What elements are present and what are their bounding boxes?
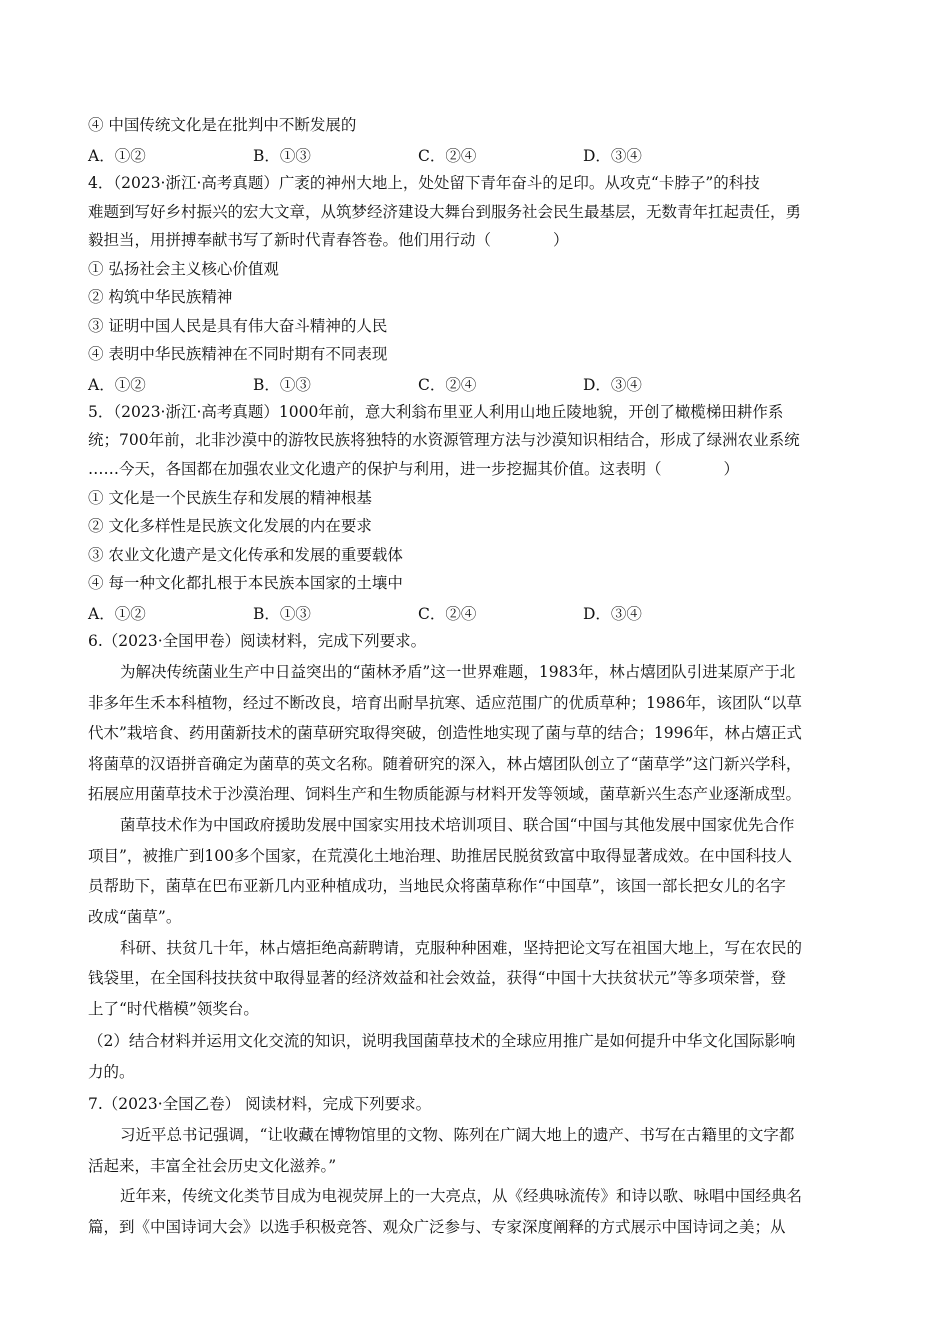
q6-para1-line: 拓展应用菌草技术于沙漠治理、饲料生产和生物质能源与材料开发等领域，菌草新兴生态产业逐渐成型。 bbox=[88, 785, 802, 803]
q7-para2-line: 篇，到《中国诗词大会》以选手积极竞答、观众广泛参与、专家深度阐释的方式展示中国诗词之美；从 bbox=[88, 1218, 786, 1236]
q6-para3-line: 钱袋里，在全国科技扶贫中取得显著的经济效益和社会效益，获得“中国十大扶贫状元”等多项荣誉，登 bbox=[88, 969, 786, 987]
q6-para1-line: 非多年生禾本科植物，经过不断改良，培育出耐旱抗寒、适应范围广的优质草种；1986年，该团队“以草 bbox=[88, 694, 802, 712]
q6-para1-line: 为解决传统菌业生产中日益突出的“菌林矛盾”这一世界难题，1983年，林占熺团队引进某原产于北 bbox=[120, 663, 796, 681]
q4-option-d[interactable]: D．③④ bbox=[583, 376, 642, 394]
q6-ask-line: 力的。 bbox=[88, 1063, 135, 1081]
q4-stem-line: 难题到写好乡村振兴的宏大文章，从筑梦经济建设大舞台到服务社会民生最基层，无数青年扛起责任，勇 bbox=[88, 203, 802, 221]
q3-option-c[interactable]: C．②④ bbox=[418, 147, 477, 165]
q4-item-4: ④ 表明中华民族精神在不同时期有不同表现 bbox=[88, 345, 388, 363]
q6-para2-line: 项目”，被推广到100多个国家，在荒漠化土地治理、助推居民脱贫致富中取得显著成效。在中国科技人 bbox=[88, 847, 793, 865]
q6-para2-line: 改成“菌草”。 bbox=[88, 908, 182, 926]
q6-para3-line: 上了“时代楷模”领奖台。 bbox=[88, 1000, 259, 1018]
q3-option-b[interactable]: B．①③ bbox=[253, 147, 311, 165]
q6-para2-line: 员帮助下，菌草在巴布亚新几内亚种植成功，当地民众将菌草称作“中国草”，该国一部长把女儿的名字 bbox=[88, 877, 786, 895]
q3-option-d[interactable]: D．③④ bbox=[583, 147, 642, 165]
q7-para2-line: 近年来，传统文化类节目成为电视荧屏上的一大亮点，从《经典咏流传》和诗以歌、咏唱中国经典名 bbox=[120, 1187, 803, 1205]
q5-option-d[interactable]: D．③④ bbox=[583, 605, 642, 623]
q4-option-c[interactable]: C．②④ bbox=[418, 376, 477, 394]
q4-option-b[interactable]: B．①③ bbox=[253, 376, 311, 394]
q7-para1-line: 活起来，丰富全社会历史文化滋养。” bbox=[88, 1157, 337, 1175]
q6-ask-line: （2）结合材料并运用文化交流的知识，说明我国菌草技术的全球应用推广是如何提升中华文化国际影响 bbox=[88, 1032, 796, 1050]
q4-stem-line: 4．（2023·浙江·高考真题）广袤的神州大地上，处处留下青年奋斗的足印。从攻克“卡脖子”的科技 bbox=[88, 174, 760, 192]
q3-options bbox=[88, 144, 863, 164]
q3-item-4: ④ 中国传统文化是在批判中不断发展的 bbox=[88, 116, 357, 134]
q5-item-2: ② 文化多样性是民族文化发展的内在要求 bbox=[88, 517, 372, 535]
q3-option-a[interactable]: A．①② bbox=[88, 147, 146, 165]
q4-options bbox=[88, 373, 863, 393]
q4-item-3: ③ 证明中国人民是具有伟大奋斗精神的人民 bbox=[88, 317, 388, 335]
q6-para1-line: 代木”栽培食、药用菌新技术的菌草研究取得突破，创造性地实现了菌与草的结合；1996年，林占熺正式 bbox=[88, 724, 802, 742]
q5-stem-line: 统；700年前，北非沙漠中的游牧民族将独特的水资源管理方法与沙漠知识相结合，形成了绿洲农业系统 bbox=[88, 431, 800, 449]
q5-item-3: ③ 农业文化遗产是文化传承和发展的重要载体 bbox=[88, 546, 403, 564]
q4-item-2: ② 构筑中华民族精神 bbox=[88, 288, 233, 306]
q4-option-a[interactable]: A．①② bbox=[88, 376, 146, 394]
q6-para2-line: 菌草技术作为中国政府援助发展中国家实用技术培训项目、联合国“中国与其他发展中国家优先合作 bbox=[120, 816, 795, 834]
q4-item-1: ① 弘扬社会主义核心价值观 bbox=[88, 260, 279, 278]
q5-option-a[interactable]: A．①② bbox=[88, 605, 146, 623]
q4-stem-line: 毅担当，用拼搏奉献书写了新时代青春答卷。他们用行动（ ） bbox=[88, 231, 569, 249]
q7-para1-line: 习近平总书记强调，“让收藏在博物馆里的文物、陈列在广阔大地上的遗产、书写在古籍里的文字都 bbox=[120, 1126, 795, 1144]
q6-heading: 6.（2023·全国甲卷）阅读材料，完成下列要求。 bbox=[88, 632, 427, 650]
q5-stem-line: 5．（2023·浙江·高考真题）1000年前，意大利翁布里亚人利用山地丘陵地貌，开创了橄榄梯田耕作系 bbox=[88, 403, 784, 421]
q5-options bbox=[88, 602, 863, 622]
q5-item-1: ① 文化是一个民族生存和发展的精神根基 bbox=[88, 489, 372, 507]
q5-stem-line: ……今天，各国都在加强农业文化遗产的保护与利用，进一步挖掘其价值。这表明（ ） bbox=[88, 460, 740, 478]
q7-heading: 7.（2023·全国乙卷） 阅读材料，完成下列要求。 bbox=[88, 1095, 432, 1113]
q6-para3-line: 科研、扶贫几十年，林占熺拒绝高薪聘请，克服种种困难，坚持把论文写在祖国大地上，写在农民的 bbox=[120, 939, 803, 957]
q6-para1-line: 将菌草的汉语拼音确定为菌草的英文名称。随着研究的深入，林占熺团队创立了“菌草学”这门新兴学科， bbox=[88, 755, 802, 773]
q5-option-c[interactable]: C．②④ bbox=[418, 605, 477, 623]
q5-item-4: ④ 每一种文化都扎根于本民族本国家的土壤中 bbox=[88, 574, 403, 592]
q5-option-b[interactable]: B．①③ bbox=[253, 605, 311, 623]
